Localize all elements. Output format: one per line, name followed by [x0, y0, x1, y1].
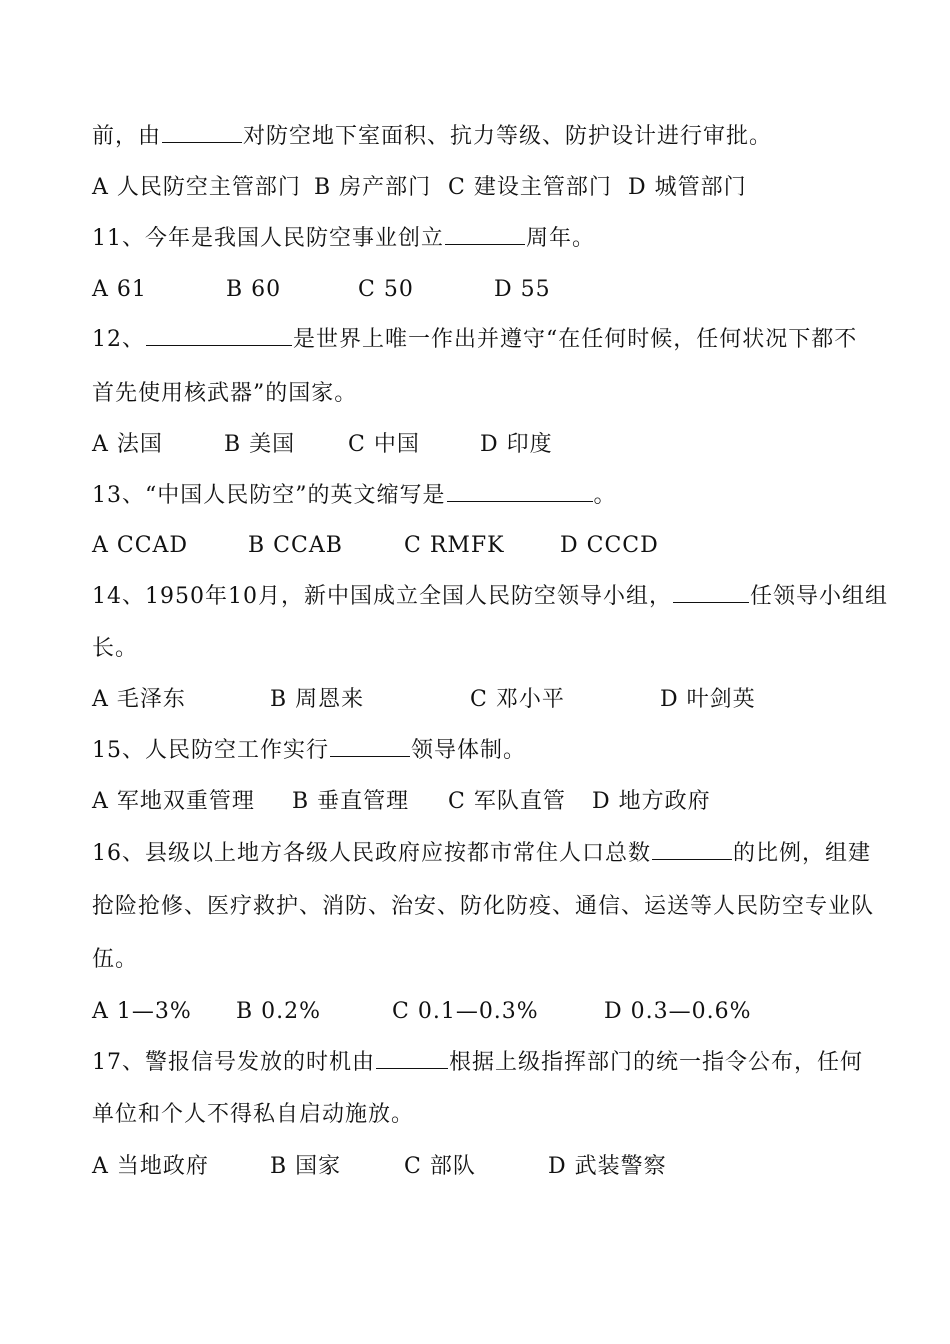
q13-option-d[interactable]: D CCCD — [560, 533, 659, 558]
q10-blank[interactable] — [162, 122, 242, 143]
q10-option-a[interactable]: A 人民防空主管部门 — [92, 175, 301, 200]
q16-text-end: 的比例，组建 — [733, 841, 872, 866]
q14-blank[interactable] — [673, 582, 749, 603]
q15-option-d[interactable]: D 地方政府 — [592, 789, 711, 814]
q17-blank[interactable] — [376, 1048, 448, 1069]
q15-option-a[interactable]: A 军地双重管理 — [92, 789, 255, 814]
q14-options — [92, 685, 792, 715]
q11-option-a[interactable]: A 61 — [92, 277, 147, 302]
q12-text-line-2: 首先使用核武器”的国家。 — [92, 381, 358, 406]
q10-options — [92, 173, 852, 203]
q16-options — [92, 997, 812, 1027]
q13-text-line — [92, 481, 617, 511]
q10-option-c[interactable]: C 建设主管部门 — [448, 175, 612, 200]
q11-options — [92, 275, 592, 305]
q15-option-b[interactable]: B 垂直管理 — [292, 789, 410, 814]
q16-text-start: 16、县级以上地方各级人民政府应按都市常住人口总数 — [92, 841, 651, 866]
q17-text-end: 根据上级指挥部门的统一指令公布，任何 — [449, 1050, 864, 1075]
q16-option-c[interactable]: C 0.1—0.3% — [392, 999, 539, 1024]
q17-option-d[interactable]: D 武装警察 — [548, 1154, 667, 1179]
q15-options — [92, 787, 792, 817]
q13-option-c[interactable]: C RMFK — [404, 533, 505, 558]
q11-text-line — [92, 224, 595, 254]
q13-option-a[interactable]: A CCAD — [92, 533, 189, 558]
q14-text-start: 14、1950年10月，新中国成立全国人民防空领导小组， — [92, 584, 672, 609]
q13-blank[interactable] — [447, 481, 593, 502]
q12-option-b[interactable]: B 美国 — [224, 432, 296, 457]
q10-option-d[interactable]: D 城管部门 — [628, 175, 747, 200]
q17-options — [92, 1152, 712, 1182]
q15-option-c[interactable]: C 军队直管 — [448, 789, 566, 814]
q13-text-end: 。 — [593, 483, 617, 508]
q10-text-start: 前，由 — [92, 124, 162, 149]
q11-text-start: 11、今年是我国人民防空事业创立 — [92, 226, 444, 251]
q11-option-b[interactable]: B 60 — [226, 277, 282, 302]
q11-option-c[interactable]: C 50 — [358, 277, 414, 302]
q14-option-c[interactable]: C 邓小平 — [470, 687, 565, 712]
q17-option-b[interactable]: B 国家 — [270, 1154, 342, 1179]
q14-option-d[interactable]: D 叶剑英 — [660, 687, 756, 712]
q15-text-start: 15、人民防空工作实行 — [92, 738, 329, 763]
q14-text-line — [92, 582, 888, 612]
q16-option-a[interactable]: A 1—3% — [92, 999, 192, 1024]
q11-blank[interactable] — [445, 224, 525, 245]
q17-text-start: 17、警报信号发放的时机由 — [92, 1050, 375, 1075]
q13-text-start: 13、“中国人民防空”的英文缩写是 — [92, 483, 446, 508]
q10-text-line — [92, 122, 772, 152]
q12-option-c[interactable]: C 中国 — [348, 432, 420, 457]
q14-option-a[interactable]: A 毛泽东 — [92, 687, 186, 712]
q13-options — [92, 531, 692, 561]
q14-option-b[interactable]: B 周恩来 — [270, 687, 365, 712]
q16-option-b[interactable]: B 0.2% — [236, 999, 322, 1024]
q10-option-b[interactable]: B 房产部门 — [314, 175, 432, 200]
q11-option-d[interactable]: D 55 — [494, 277, 551, 302]
q16-text-line — [92, 839, 871, 869]
q10-text-end: 对防空地下室面积、抗力等级、防护设计进行审批。 — [243, 124, 773, 149]
q14-text-line-2: 长。 — [92, 636, 139, 661]
q12-option-a[interactable]: A 法国 — [92, 432, 163, 457]
q17-option-c[interactable]: C 部队 — [404, 1154, 476, 1179]
q12-text-end: 是世界上唯一作出并遵守“在任何时候，任何状况下都不 — [293, 327, 858, 352]
q17-text-line — [92, 1048, 863, 1078]
q14-text-end: 任领导小组组 — [749, 584, 888, 609]
q16-text-line-2: 抢险抢修、医疗救护、消防、治安、防化防疫、通信、运送等人民防空专业队 — [92, 894, 875, 919]
q15-blank[interactable] — [330, 736, 410, 757]
q16-option-d[interactable]: D 0.3—0.6% — [604, 999, 752, 1024]
q16-text-line-3: 伍。 — [92, 947, 139, 972]
q11-text-end: 周年。 — [526, 226, 596, 251]
q17-text-line-2: 单位和个人不得私自启动施放。 — [92, 1102, 415, 1127]
q15-text-line — [92, 736, 526, 766]
q13-option-b[interactable]: B CCAB — [248, 533, 343, 558]
q12-options — [92, 430, 592, 460]
q12-text-start: 12、 — [92, 327, 145, 352]
q17-option-a[interactable]: A 当地政府 — [92, 1154, 209, 1179]
q12-option-d[interactable]: D 印度 — [480, 432, 553, 457]
q12-text-line — [92, 325, 857, 355]
q15-text-end: 领导体制。 — [411, 738, 527, 763]
q16-blank[interactable] — [652, 839, 732, 860]
q12-blank[interactable] — [146, 325, 292, 346]
